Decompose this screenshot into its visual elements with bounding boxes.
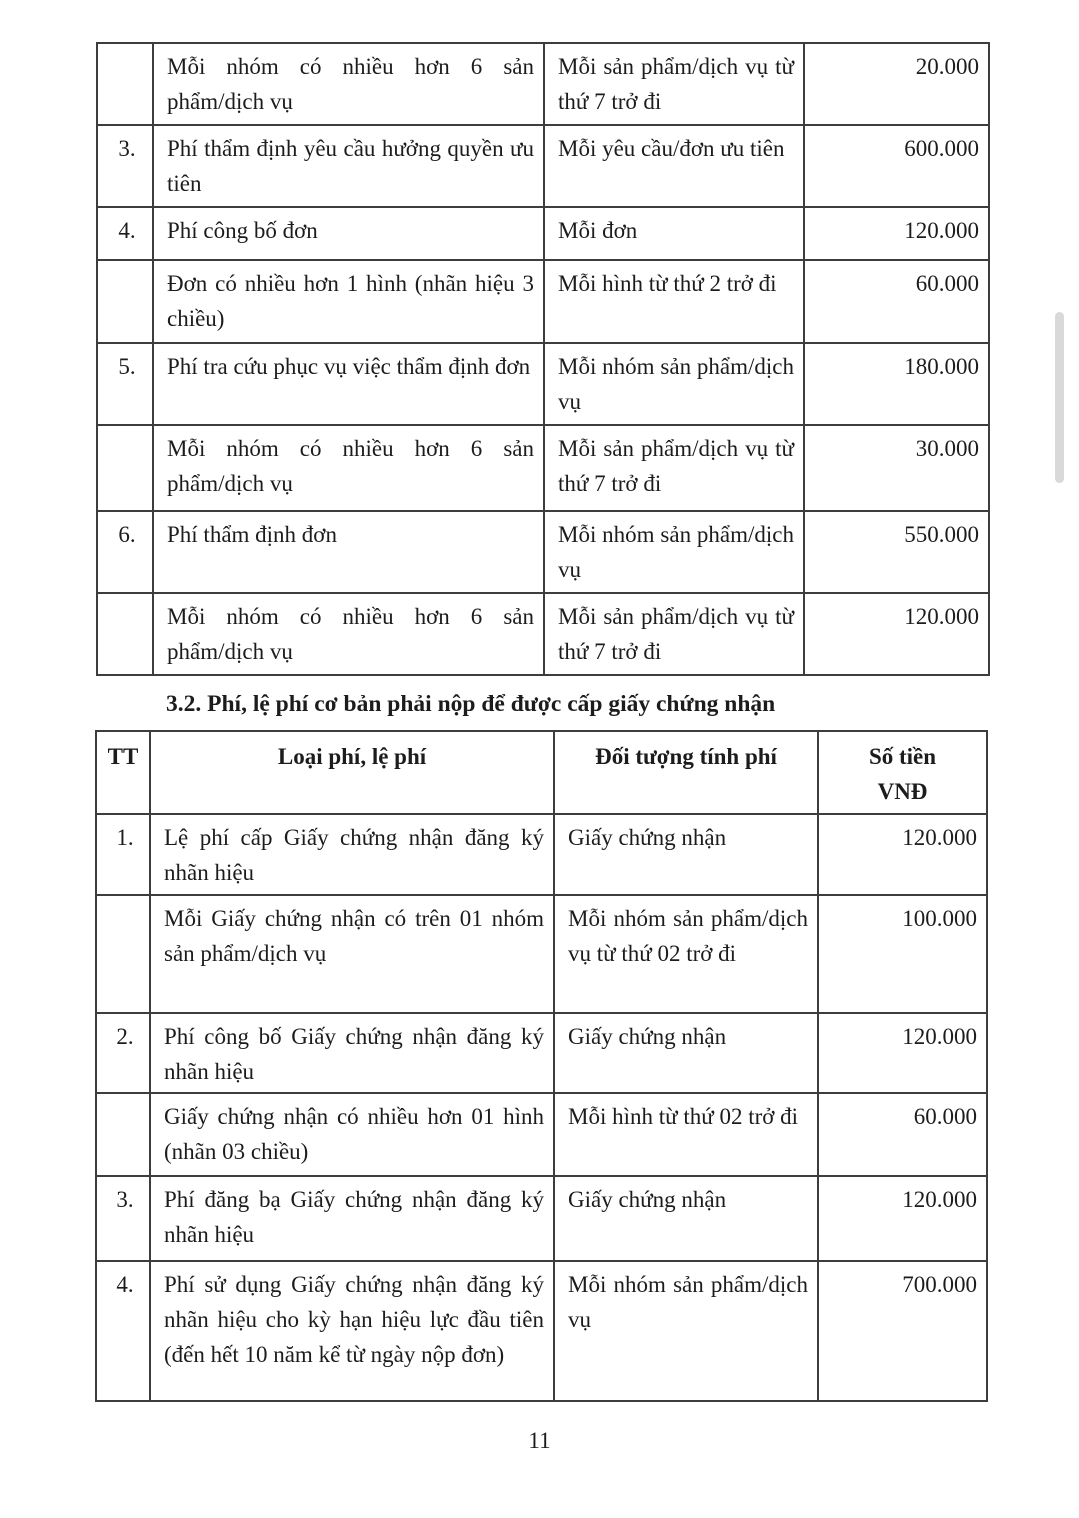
header-fee-type: Loại phí, lệ phí — [150, 731, 554, 814]
fees-table-certificate — [95, 730, 988, 1402]
tt-cell — [97, 43, 153, 125]
tt-cell: 5. — [97, 343, 153, 425]
fee-object-cell: Mỗi sản phẩm/dịch vụ từ thứ 7 trở đi — [544, 593, 804, 675]
table-row — [96, 1093, 987, 1176]
fee-type-cell: Phí tra cứu phục vụ việc thẩm định đơn — [153, 343, 544, 425]
tt-cell: 4. — [96, 1261, 150, 1401]
tt-cell — [97, 425, 153, 511]
fee-type-cell: Đơn có nhiều hơn 1 hình (nhãn hiệu 3 chiều) — [153, 260, 544, 343]
table-row — [97, 343, 989, 425]
fee-object-cell: Mỗi nhóm sản phẩm/dịch vụ — [544, 511, 804, 593]
page-number: 11 — [528, 1428, 551, 1453]
fee-type-cell: Phí thẩm định đơn — [153, 511, 544, 593]
fee-type-cell: Mỗi Giấy chứng nhận có trên 01 nhóm sản phẩm/dịch vụ — [150, 895, 554, 1013]
amount-cell: 550.000 — [804, 511, 989, 593]
fees-table-application — [96, 42, 990, 676]
fee-type-cell: Mỗi nhóm có nhiều hơn 6 sản phẩm/dịch vụ — [153, 43, 544, 125]
header-amount-line2: VNĐ — [877, 779, 928, 804]
fee-object-cell: Giấy chứng nhận — [554, 814, 818, 895]
fee-type-cell: Phí công bố đơn — [153, 207, 544, 260]
amount-cell: 120.000 — [818, 1176, 987, 1261]
table-row — [97, 125, 989, 207]
tt-cell — [96, 1093, 150, 1176]
tt-cell: 2. — [96, 1013, 150, 1093]
fee-type-cell: Phí thẩm định yêu cầu hưởng quyền ưu tiên — [153, 125, 544, 207]
amount-cell: 120.000 — [804, 207, 989, 260]
amount-cell: 120.000 — [818, 1013, 987, 1093]
fee-type-cell: Lệ phí cấp Giấy chứng nhận đăng ký nhãn hiệu — [150, 814, 554, 895]
fee-object-cell: Mỗi nhóm sản phẩm/dịch vụ — [544, 343, 804, 425]
fee-type-cell: Mỗi nhóm có nhiều hơn 6 sản phẩm/dịch vụ — [153, 593, 544, 675]
fee-object-cell: Mỗi sản phẩm/dịch vụ từ thứ 7 trở đi — [544, 425, 804, 511]
tt-cell: 3. — [96, 1176, 150, 1261]
tt-cell: 1. — [96, 814, 150, 895]
table-row — [97, 425, 989, 511]
table-row — [96, 1261, 987, 1401]
table-row — [96, 895, 987, 1013]
fee-object-cell: Giấy chứng nhận — [554, 1176, 818, 1261]
fee-object-cell: Mỗi hình từ thứ 02 trở đi — [554, 1093, 818, 1176]
fee-object-cell: Giấy chứng nhận — [554, 1013, 818, 1093]
table-row — [97, 260, 989, 343]
amount-cell: 30.000 — [804, 425, 989, 511]
amount-cell: 120.000 — [818, 814, 987, 895]
amount-cell: 100.000 — [818, 895, 987, 1013]
amount-cell: 180.000 — [804, 343, 989, 425]
table-row — [97, 511, 989, 593]
header-tt: TT — [96, 731, 150, 814]
fee-object-cell: Mỗi yêu cầu/đơn ưu tiên — [544, 125, 804, 207]
fee-type-cell: Mỗi nhóm có nhiều hơn 6 sản phẩm/dịch vụ — [153, 425, 544, 511]
fee-object-cell: Mỗi nhóm sản phẩm/dịch vụ từ thứ 02 trở đi — [554, 895, 818, 1013]
tt-cell — [97, 593, 153, 675]
amount-cell: 120.000 — [804, 593, 989, 675]
amount-cell: 60.000 — [818, 1093, 987, 1176]
section-heading: 3.2. Phí, lệ phí cơ bản phải nộp để được cấp giấy chứng nhận — [166, 691, 776, 717]
amount-cell: 700.000 — [818, 1261, 987, 1401]
amount-cell: 600.000 — [804, 125, 989, 207]
fee-object-cell: Mỗi đơn — [544, 207, 804, 260]
header-amount — [818, 731, 987, 814]
fee-object-cell: Mỗi sản phẩm/dịch vụ từ thứ 7 trở đi — [544, 43, 804, 125]
header-fee-object: Đối tượng tính phí — [554, 731, 818, 814]
header-amount-line1: Số tiền — [868, 744, 937, 769]
amount-cell: 20.000 — [804, 43, 989, 125]
tt-cell: 3. — [97, 125, 153, 207]
fee-object-cell: Mỗi nhóm sản phẩm/dịch vụ — [554, 1261, 818, 1401]
fee-type-cell: Phí sử dụng Giấy chứng nhận đăng ký nhãn hiệu cho kỳ hạn hiệu lực đầu tiên (đến hết 10 năm kể từ ngày nộp đơn) — [150, 1261, 554, 1401]
table-row — [96, 814, 987, 895]
table-header-row — [96, 731, 987, 814]
tt-cell: 4. — [97, 207, 153, 260]
fee-type-cell: Giấy chứng nhận có nhiều hơn 01 hình (nhãn 03 chiều) — [150, 1093, 554, 1176]
scrollbar-thumb[interactable] — [1055, 312, 1064, 483]
table-row — [97, 207, 989, 260]
fee-type-cell: Phí đăng bạ Giấy chứng nhận đăng ký nhãn hiệu — [150, 1176, 554, 1261]
tt-cell — [96, 895, 150, 1013]
table-row — [97, 593, 989, 675]
fee-object-cell: Mỗi hình từ thứ 2 trở đi — [544, 260, 804, 343]
tt-cell: 6. — [97, 511, 153, 593]
table-row — [96, 1013, 987, 1093]
table-row — [97, 43, 989, 125]
tt-cell — [97, 260, 153, 343]
amount-cell: 60.000 — [804, 260, 989, 343]
fee-type-cell: Phí công bố Giấy chứng nhận đăng ký nhãn hiệu — [150, 1013, 554, 1093]
table-row — [96, 1176, 987, 1261]
